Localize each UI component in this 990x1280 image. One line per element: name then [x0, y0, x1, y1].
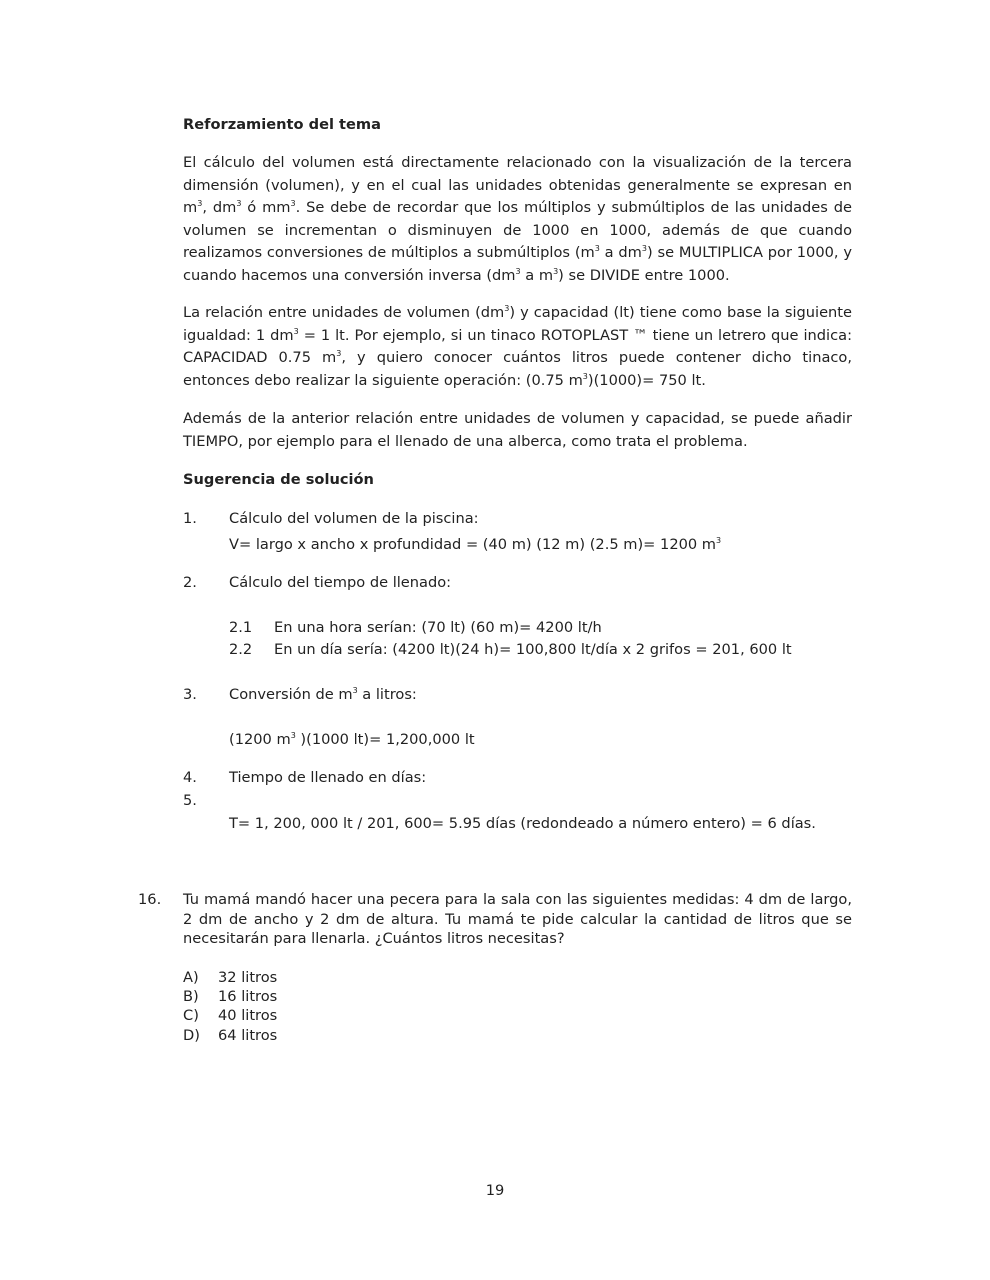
paragraph-volume-units: El cálculo del volumen está directamente relacionado con la visualización de la tercera dimensión (volumen), y en el cual las unidades obtenidas generalmente se expresan en $m^3$, $dm^3$ ó $mm^3$. Se debe de recordar que los múltiplos y submúltiplos de las unidades de volumen se incrementan o disminuyen de 1000 en 1000, además de que cuando realizamos conversiones de múltiplos a submúltiplos ($m^3$ a $dm^3$) se MULTIPLICA por 1000, y cuando hacemos una conversión inversa ($dm^3$ a $m^3$) se DIVIDE entre 1000.: [183, 154, 853, 284]
option-text: 64 litros: [218, 1027, 278, 1044]
step-3-formula: (1200 $m^3$ )(1000 lt)= 1,200,000 lt: [229, 731, 475, 748]
step-4-title: Tiempo de llenado en días:: [229, 769, 427, 786]
option-letter: B): [183, 988, 199, 1005]
step-2-2-number: 2.2: [229, 641, 253, 658]
step-2-1-text: En una hora serían: (70 lt) (60 m)= 4200 lt/h: [274, 619, 602, 636]
step-3-title: Conversión de $m^3$ a litros:: [229, 686, 417, 703]
option-text: 16 litros: [218, 988, 278, 1005]
page-number: 19: [485, 1182, 505, 1199]
option-letter: C): [183, 1007, 199, 1024]
question-text: Tu mamá mandó hacer una pecera para la sala con las siguientes medidas: 4 dm de largo, 2 dm de ancho y 2 dm de altura. Tu mamá te pide calcular la cantidad de litros que se necesitarán para llenarla. ¿Cuántos litros necesitas?: [183, 891, 852, 947]
question-number: 16.: [138, 891, 162, 908]
step-2-number: 2.: [183, 574, 197, 591]
step-5-number: 5.: [183, 792, 197, 809]
answer-option-b[interactable]: [183, 987, 277, 1007]
step-1-number: 1.: [183, 510, 197, 527]
step-5-formula: T= 1, 200, 000 lt / 201, 600= 5.95 días (redondeado a número entero) = 6 días.: [229, 815, 816, 832]
step-2-2-text: En un día sería: (4200 lt)(24 h)= 100,800 lt/día x 2 grifos = 201, 600 lt: [274, 641, 792, 658]
step-2-1-number: 2.1: [229, 619, 253, 636]
step-4-number: 4.: [183, 769, 197, 786]
step-2-title: Cálculo del tiempo de llenado:: [229, 574, 452, 591]
answer-option-d[interactable]: [183, 1026, 277, 1046]
option-letter: D): [183, 1027, 200, 1044]
option-text: 40 litros: [218, 1007, 278, 1024]
reinforcement-heading: Reforzamiento del tema: [183, 116, 381, 133]
step-1-title: Cálculo del volumen de la piscina:: [229, 510, 479, 527]
solution-heading: Sugerencia de solución: [183, 471, 374, 488]
answer-option-c[interactable]: [183, 1006, 277, 1026]
step-1-formula: V= largo x ancho x profundidad = (40 m) (12 m) (2.5 m)= 1200 $m^3$: [229, 536, 722, 553]
step-3-number: 3.: [183, 686, 197, 703]
answer-option-a[interactable]: [183, 968, 277, 988]
option-text: 32 litros: [218, 969, 278, 986]
paragraph-volume-capacity: La relación entre unidades de volumen $(dm^3)$ y capacidad (lt) tiene como base la siguiente igualdad: 1 $dm^3 = 1$ lt. Por ejemplo, si un tinaco ROTOPLAST ™ tiene un letrero que indica: CAPACIDAD 0.75 $m^3$, y quiero conocer cuántos litros puede contener dicho tinaco, entonces debo realizar la siguiente operación: (0.75 $m^3)(1000)= 750$ lt.: [183, 304, 852, 389]
option-letter: A): [183, 969, 199, 986]
paragraph-time: Además de la anterior relación entre unidades de volumen y capacidad, se puede añadir TIEMPO, por ejemplo para el llenado de una alberca, como trata el problema.: [183, 410, 852, 450]
